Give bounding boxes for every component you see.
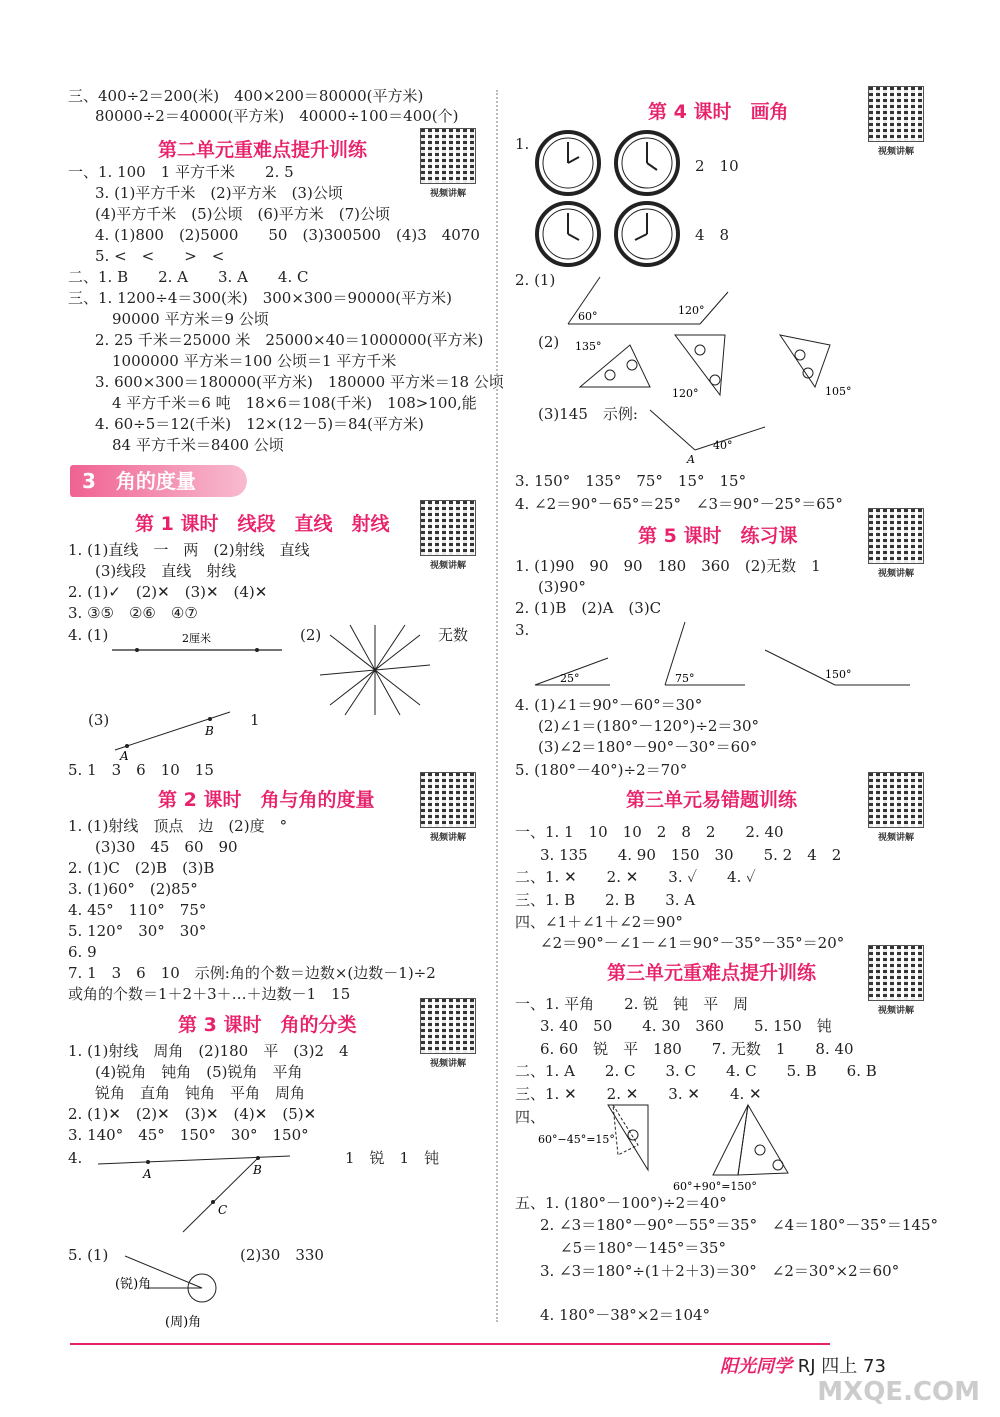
l1-line: (2) xyxy=(300,626,322,644)
l2-line: 7. 1 3 6 10 示例:角的个数＝边数×(边数－1)÷2 xyxy=(68,964,436,982)
e3-line: ∠2＝90°－∠1－∠1＝90°－35°－35°＝20° xyxy=(540,934,845,952)
h3-line: 四、 xyxy=(515,1108,546,1126)
l3-line: 5. (1) xyxy=(68,1246,109,1264)
svg-text:60°−45°=15°: 60°−45°=15° xyxy=(538,1133,615,1146)
e3-line: 3. 135 4. 90 150 30 5. 2 4 2 xyxy=(540,846,842,864)
h3-line: 五、1. (180°－100°)÷2＝40° xyxy=(515,1194,727,1212)
l1-line: 无数 xyxy=(438,626,469,644)
lesson2-title: 第 2 课时 角与角的度量 xyxy=(158,789,375,811)
l3-line: 1. (1)射线 周角 (2)180 平 (3)2 4 xyxy=(68,1042,349,1060)
e3-line: 四、∠1＋∠1＋∠2＝90° xyxy=(515,913,683,931)
u2-line: 一、1. 100 1 平方千米 2. 5 xyxy=(68,163,294,181)
l2-line: 4. 45° 110° 75° xyxy=(68,901,207,919)
h3-line: ∠5＝180°－145°＝35° xyxy=(560,1239,726,1257)
unit2-title: 第二单元重难点提升训练 xyxy=(158,139,368,161)
l1-line: 1. (1)直线 一 两 (2)射线 直线 xyxy=(68,541,310,559)
l4-line: 3. 150° 135° 75° 15° 15° xyxy=(515,472,747,490)
e3-line: 二、1. ✕ 2. ✕ 3. ✓ 4. ✓ xyxy=(515,868,756,886)
l4-line: (2) xyxy=(538,333,560,351)
svg-text:A: A xyxy=(120,749,129,763)
u2-line: 3. 600×300＝180000(平方米) 180000 平方米＝18 公顷 xyxy=(95,373,504,391)
u2-line: 1000000 平方米＝100 公顷＝1 平方千米 xyxy=(112,352,397,370)
l3-line: 3. 140° 45° 150° 30° 150° xyxy=(68,1126,309,1144)
svg-text:120°: 120° xyxy=(678,304,705,317)
l5-line: (2)∠1＝(180°－120°)÷2＝30° xyxy=(538,717,760,735)
top-line-1: 三、400÷2＝200(米) 400×200＝80000(平方米) xyxy=(68,87,424,105)
unit3-hard-title: 第三单元重难点提升训练 xyxy=(607,962,817,984)
qr-code[interactable]: 视频讲解 xyxy=(420,998,476,1069)
lesson1-title: 第 1 课时 线段 直线 射线 xyxy=(135,513,390,535)
footer xyxy=(720,1352,886,1378)
qr-code[interactable]: 视频讲解 xyxy=(868,945,924,1016)
u2-line: (4)平方千米 (5)公顷 (6)平方米 (7)公顷 xyxy=(95,205,390,223)
h3-line: 3. ∠3＝180°÷(1＋2＋3)＝30° ∠2＝30°×2＝60° xyxy=(540,1262,900,1280)
qr-code[interactable]: 视频讲解 xyxy=(868,508,924,579)
l1-line: (3)线段 直线 射线 xyxy=(95,562,237,580)
unit3-error-title: 第三单元易错题训练 xyxy=(626,789,798,811)
lesson5-title: 第 5 课时 练习课 xyxy=(638,525,798,547)
top-line-2: 80000÷2＝40000(平方米) 40000÷100＝400(个) xyxy=(95,107,459,125)
svg-text:60°: 60° xyxy=(578,310,598,323)
l1-line: 5. 1 3 6 10 15 xyxy=(68,761,214,779)
l3-line: (2)30 330 xyxy=(240,1246,324,1264)
h3-line: 4. 180°－38°×2＝104° xyxy=(540,1306,711,1324)
l4-line: 2. (1) xyxy=(515,271,556,289)
u2-line: 4 平方千米＝6 吨 18×6＝108(千米) 108>100,能 xyxy=(112,394,477,412)
segment-figure xyxy=(112,630,312,660)
svg-text:(锐)角: (锐)角 xyxy=(115,1277,152,1292)
svg-text:(周)角: (周)角 xyxy=(165,1315,202,1330)
footer-rule xyxy=(70,1343,830,1345)
l2-line: 5. 120° 30° 30° xyxy=(68,922,207,940)
lines-through-point-figure xyxy=(320,625,440,715)
l2-line: 或角的个数＝1＋2＋3＋…＋边数－1 15 xyxy=(68,985,351,1003)
svg-text:105°: 105° xyxy=(825,385,852,398)
l3-line: 4. xyxy=(68,1149,83,1167)
l5-line: (3)∠2＝180°－90°－30°＝60° xyxy=(538,738,758,756)
l4-line: 2 10 xyxy=(695,157,739,175)
svg-text:40°: 40° xyxy=(713,439,733,452)
qr-code[interactable]: 视频讲解 xyxy=(420,772,476,843)
watermark: MXQE.COM xyxy=(817,1377,980,1407)
l2-line: 2. (1)C (2)B (3)B xyxy=(68,859,215,877)
l4-line: 4. ∠2＝90°－65°＝25° ∠3＝90°－25°＝65° xyxy=(515,495,843,513)
lesson3-title: 第 3 课时 角的分类 xyxy=(178,1014,357,1036)
u2-line: 3. (1)平方千米 (2)平方米 (3)公顷 xyxy=(95,184,343,202)
l4-line: 4 8 xyxy=(695,226,730,244)
svg-text:A: A xyxy=(143,1167,152,1181)
svg-text:A: A xyxy=(687,453,695,466)
acute-and-full-angle-figure xyxy=(110,1248,270,1338)
l4-line: 1. xyxy=(515,135,530,153)
l4-line: (3)145 示例: xyxy=(538,405,638,423)
column-divider xyxy=(496,90,498,1322)
qr-code[interactable]: 视频讲解 xyxy=(868,772,924,843)
l5-line: 3. xyxy=(515,621,530,639)
ray-figure xyxy=(115,710,265,763)
svg-text:B: B xyxy=(253,1163,262,1177)
u2-line: 84 平方千米＝8400 公顷 xyxy=(112,436,284,454)
h3-line: 三、1. ✕ 2. ✕ 3. ✕ 4. ✕ xyxy=(515,1085,762,1103)
l5-line: 5. (180°－40°)÷2＝70° xyxy=(515,761,688,779)
svg-text:120°: 120° xyxy=(672,387,699,400)
page-number: RJ 四上 73 xyxy=(797,1356,886,1377)
qr-code[interactable]: 视频讲解 xyxy=(420,128,476,199)
svg-text:B: B xyxy=(205,724,214,738)
l1-line: 4. (1) xyxy=(68,626,109,644)
svg-text:25°: 25° xyxy=(560,672,580,685)
svg-text:60°+90°=150°: 60°+90°=150° xyxy=(673,1180,757,1193)
h3-line: 二、1. A 2. C 3. C 4. C 5. B 6. B xyxy=(515,1062,877,1080)
l3-line: 1 锐 1 钝 xyxy=(345,1149,440,1167)
h3-line: 2. ∠3＝180°－90°－55°＝35° ∠4＝180°－35°＝145° xyxy=(540,1216,939,1234)
u2-line: 三、1. 1200÷4＝300(米) 300×300＝90000(平方米) xyxy=(68,289,452,307)
qr-code[interactable]: 视频讲解 xyxy=(868,86,924,157)
l3-line: 锐角 直角 钝角 平角 周角 xyxy=(95,1084,306,1102)
qr-code[interactable]: 视频讲解 xyxy=(420,500,476,571)
u2-line: 5. < < > < xyxy=(95,247,225,265)
u2-line: 90000 平方米＝9 公顷 xyxy=(112,310,269,328)
l1-line: 2. (1)✓ (2)✕ (3)✕ (4)✕ xyxy=(68,583,268,601)
h3-line: 一、1. 平角 2. 锐 钝 平 周 xyxy=(515,995,749,1013)
l5-line: 1. (1)90 90 90 180 360 (2)无数 1 xyxy=(515,557,821,575)
e3-line: 三、1. B 2. B 3. A xyxy=(515,891,696,909)
lesson4-title: 第 4 课时 画角 xyxy=(648,101,789,123)
e3-line: 一、1. 1 10 10 2 8 2 2. 40 xyxy=(515,823,784,841)
l5-line: 4. (1)∠1＝90°－60°＝30° xyxy=(515,696,703,714)
svg-text:75°: 75° xyxy=(675,672,695,685)
l1-line: 1 xyxy=(250,711,260,729)
seg-label: 2厘米 xyxy=(182,632,211,645)
u2-line: 4. (1)800 (2)5000 50 (3)300500 (4)3 4070 xyxy=(95,226,480,244)
set-square-combo-figure xyxy=(538,1105,798,1200)
u2-line: 二、1. B 2. A 3. A 4. C xyxy=(68,268,309,286)
l3-line: (4)锐角 钝角 (5)锐角 平角 xyxy=(95,1063,303,1081)
l2-line: (3)30 45 60 90 xyxy=(95,838,238,856)
svg-text:135°: 135° xyxy=(575,340,602,353)
angles-25-75-150-figure xyxy=(530,620,910,690)
angle-abc-figure xyxy=(98,1152,298,1237)
svg-text:150°: 150° xyxy=(825,668,852,681)
angle-40-figure xyxy=(645,405,775,465)
brand-logo: 阳光同学 xyxy=(720,1356,792,1377)
u2-line: 2. 25 千米＝25000 米 25000×40＝1000000(平方米) xyxy=(95,331,484,349)
clock-icons xyxy=(535,130,685,270)
l1-line: (3) xyxy=(88,711,110,729)
unit3-banner: 3 角的度量 xyxy=(70,465,247,497)
svg-text:C: C xyxy=(218,1203,228,1217)
l5-line: 2. (1)B (2)A (3)C xyxy=(515,599,662,617)
l5-line: (3)90° xyxy=(538,578,586,596)
l1-line: 3. ③⑤ ②⑥ ④⑦ xyxy=(68,604,198,622)
l2-line: 6. 9 xyxy=(68,943,97,961)
set-square-figures xyxy=(560,325,880,405)
l3-line: 2. (1)✕ (2)✕ (3)✕ (4)✕ (5)✕ xyxy=(68,1105,317,1123)
l2-line: 1. (1)射线 顶点 边 (2)度 ° xyxy=(68,817,288,835)
angle-60-120-figure xyxy=(560,272,760,332)
h3-line: 6. 60 锐 平 180 7. 无数 1 8. 40 xyxy=(540,1040,854,1058)
u2-line: 4. 60÷5＝12(千米) 12×(12－5)＝84(平方米) xyxy=(95,415,424,433)
l2-line: 3. (1)60° (2)85° xyxy=(68,880,198,898)
h3-line: 3. 40 50 4. 30 360 5. 150 钝 xyxy=(540,1017,832,1035)
